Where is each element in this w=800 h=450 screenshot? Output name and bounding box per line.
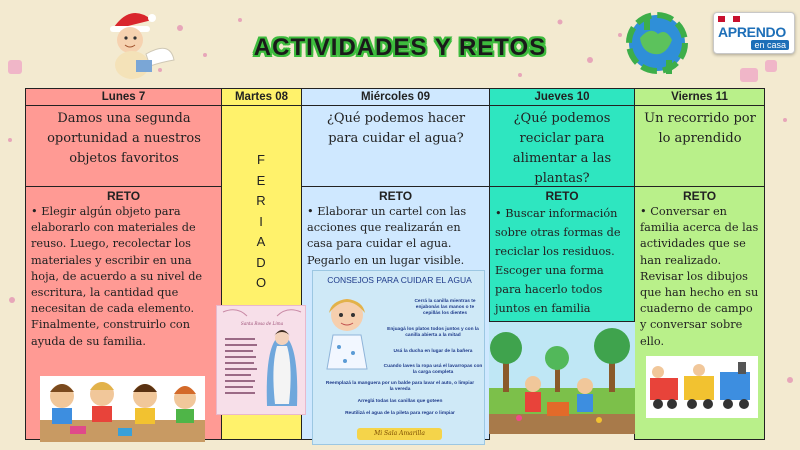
reto-title: RETO (682, 189, 717, 203)
topic-viernes: Un recorrido por lo aprendido (644, 111, 756, 146)
reto-miercoles (302, 188, 489, 269)
feriado-letter: O (255, 275, 267, 290)
poster-tip: Reutilizá el agua de la pileta para regar o limpiar (345, 411, 455, 416)
header-miercoles: Miércoles 09 (301, 88, 490, 106)
aprendo-en-casa-logo (713, 12, 795, 54)
header-lunes: Lunes 7 (25, 88, 222, 106)
poster-tip: Usá la ducha en lugar de la bañera (393, 349, 473, 354)
poster-title: CONSEJOS PARA CUIDAR EL AGUA (327, 275, 472, 285)
reto-lunes (26, 188, 221, 350)
feriado-letter: F (257, 152, 265, 167)
poster-tip: Arreglá todas las canillas que goteen (357, 399, 443, 404)
reto-text: • Buscar información sobre otras formas de reciclar los residuos. Escoger una forma para hacerlo todos juntos en familia (495, 207, 621, 315)
peru-flag-icon (718, 16, 740, 22)
logo-line-2: en casa (751, 40, 789, 50)
separator-miercoles (301, 186, 490, 187)
feriado-letter: E (256, 172, 266, 188)
separator-viernes (634, 186, 765, 187)
topic-miercoles: ¿Qué podemos hacer para cuidar el agua? (326, 111, 466, 146)
poster-tip: Cuando laves la ropa usá el lavarropas con la carga completa (383, 364, 483, 375)
reto-text: • Elegir algún objeto para elaborarlo con materiales de reuso. Luego, recolectar los materiales y escribir en una hoja, de acuerdo a su nivel de escritura, la cantidad que necesitan de cada elemento. Finalmente, construirlo con ayuda de su familia. (31, 205, 203, 348)
poster-tip: Cerrá la canilla mientras te enjabonás las manos o te cepillás los dientes (414, 299, 476, 316)
feriado-letter: D (256, 254, 266, 270)
separator-jueves (489, 186, 635, 187)
page-title: ACTIVIDADES Y RETOS (253, 34, 547, 61)
feriado-vertical-text (222, 150, 300, 294)
header-viernes: Viernes 11 (634, 88, 765, 106)
reto-title: RETO (378, 189, 413, 203)
feriado-letter: A (256, 234, 266, 249)
reto-title: RETO (106, 189, 141, 203)
separator-lunes (25, 186, 222, 187)
card-caption: Santa Rosa de Lima (240, 321, 284, 326)
topic-jueves: ¿Qué podemos reciclar para alimentar a las plantas? (512, 111, 612, 186)
toy-train-image (646, 356, 758, 418)
poster-footer: Mi Sala Amarilla (357, 428, 442, 440)
poster-tip: Enjuagá los platos todos juntos y con la canilla abierta a la mitad (387, 327, 479, 338)
topic-lunes: Damos una segunda oportunidad a nuestros objetos favoritos (47, 111, 201, 166)
water-poster-image (312, 270, 485, 445)
header-jueves: Jueves 10 (489, 88, 635, 106)
kids-crafting-image (40, 376, 205, 442)
poster-tip: Reemplazá la manguera por un balde para lavar el auto, o limpiar la vereda (325, 381, 475, 392)
reto-title: RETO (545, 189, 579, 203)
reto-jueves (490, 188, 634, 318)
reto-text: • Elaborar un cartel con las acciones que realizarán en casa para cuidar el agua. Pegarlo en un lugar visible. (307, 205, 467, 267)
feriado-letter: R (256, 193, 266, 208)
logo-line-1: APRENDO (718, 24, 786, 40)
family-garden-image (489, 322, 635, 434)
feriado-letter: I (259, 213, 263, 229)
header-martes: Martes 08 (221, 88, 302, 106)
reto-text: • Conversar en familia acerca de las actividades que se han realizado. Revisar los dibujos que han hecho en su cuaderno de campo y conversar sobre ello. (640, 205, 759, 348)
reto-viernes (635, 188, 764, 350)
santa-rosa-card-image (216, 305, 306, 415)
